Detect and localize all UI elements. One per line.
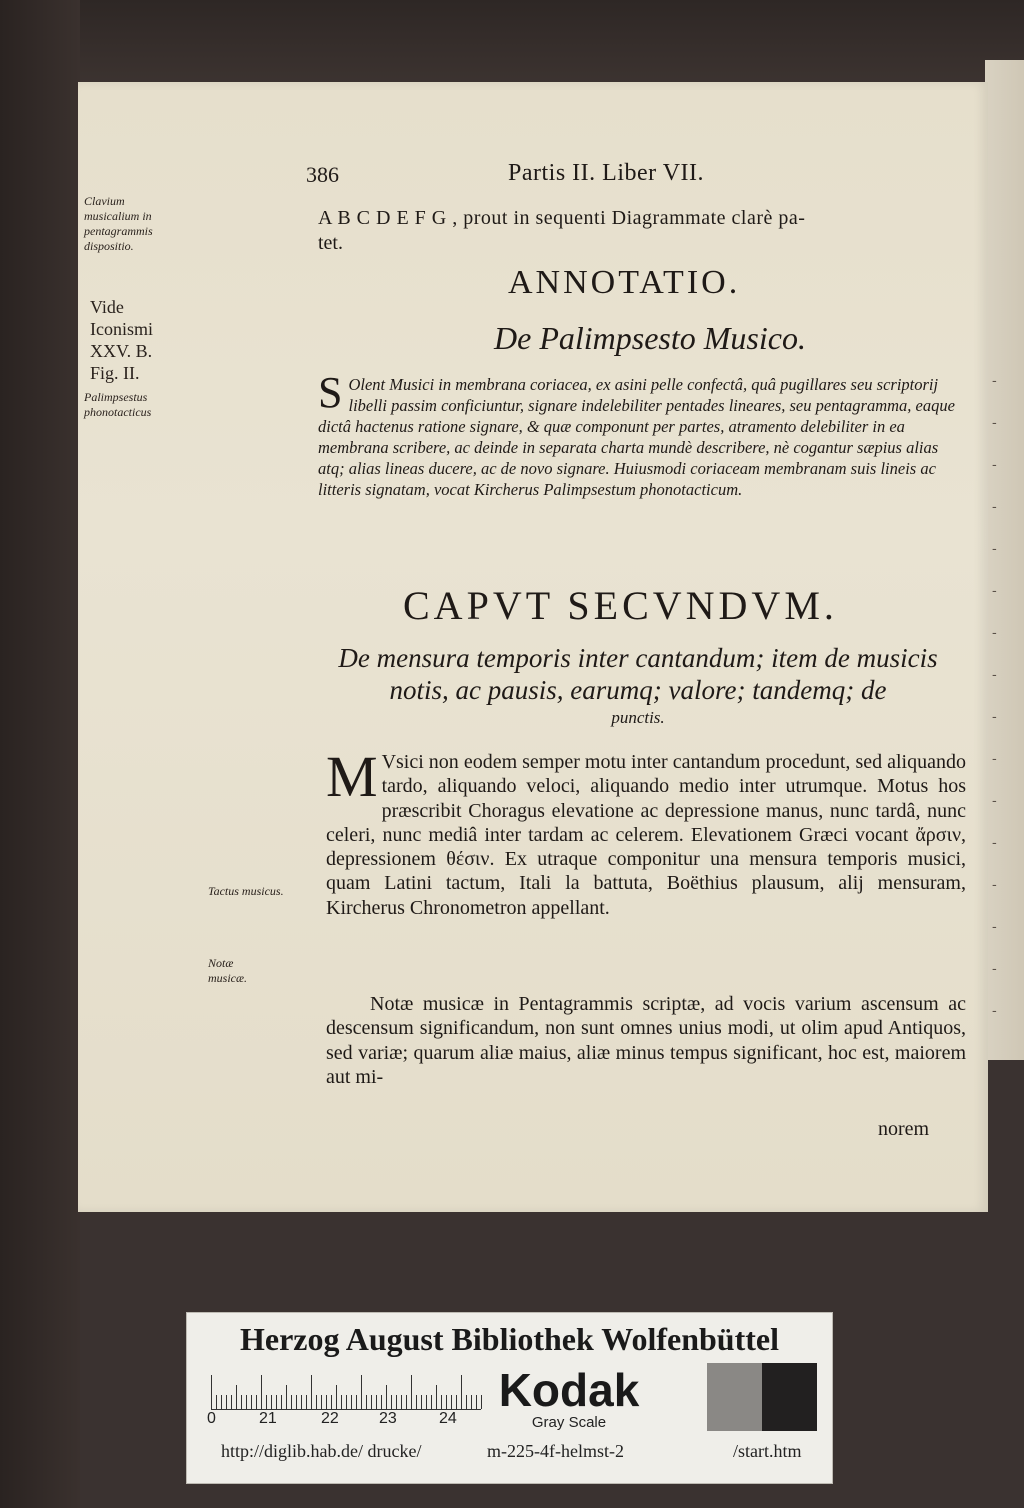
ruler-tick	[426, 1395, 427, 1409]
ruler-tick	[301, 1395, 302, 1409]
gray-swatch-mid	[707, 1363, 762, 1431]
ruler-tick	[381, 1395, 382, 1409]
annotatio-heading: ANNOTATIO.	[508, 264, 741, 301]
ruler-tick	[271, 1395, 272, 1409]
ruler-tick	[236, 1385, 237, 1409]
drop-cap-m: M	[326, 744, 378, 809]
ruler-tick	[401, 1395, 402, 1409]
ruler-tick	[231, 1395, 232, 1409]
ruler-tick	[471, 1395, 472, 1409]
margin-xxv: XXV. B.	[90, 341, 153, 361]
ruler-label: 0	[207, 1410, 216, 1427]
ruler-tick	[266, 1395, 267, 1409]
ruler-tick	[351, 1395, 352, 1409]
chapter-subtitle: De mensura temporis inter cantandum; item de musicis notis, ac pausis, earumq; valore; tandemq; de	[338, 643, 938, 705]
kodak-color-bar	[186, 1312, 833, 1484]
ruler-tick	[376, 1395, 377, 1409]
ruler-tick	[436, 1385, 437, 1409]
margin-note-palimpsestus: Palimpsestus phonotacticus	[84, 390, 152, 419]
ruler-tick	[371, 1395, 372, 1409]
body-paragraph-2: Notæ musicæ in Pentagrammis scriptæ, ad vocis varium ascensum ac descensum significandum, non sunt omnes unius modi, ut olim apud Antiquos, sed variæ; quarum aliæ maius, aliæ minus tempus significant, hoc est, maiorem aut mi-	[326, 993, 966, 1088]
ruler-tick	[276, 1395, 277, 1409]
ruler-tick	[411, 1375, 412, 1409]
ruler-label: 24	[439, 1410, 457, 1427]
kodak-logo: Kodak	[498, 1364, 640, 1416]
ruler-tick	[366, 1395, 367, 1409]
page-number: 386	[306, 162, 339, 187]
ruler-tick	[446, 1395, 447, 1409]
margin-iconismi: Iconismi	[90, 319, 153, 339]
annotatio-subtitle: De Palimpsesto Musico.	[494, 320, 806, 356]
ruler-tick	[331, 1395, 332, 1409]
ruler-tick	[456, 1395, 457, 1409]
gray-swatch-dark	[762, 1363, 817, 1431]
ruler-tick	[221, 1395, 222, 1409]
ruler-tick	[241, 1395, 242, 1409]
margin-note-tactus: Tactus musicus.	[208, 884, 284, 898]
body-paragraph-1	[326, 744, 966, 920]
url-left: http://diglib.hab.de/ drucke/	[221, 1441, 422, 1461]
ruler-tick	[226, 1395, 227, 1409]
ruler-tick	[321, 1395, 322, 1409]
ruler-tick	[406, 1395, 407, 1409]
ruler-tick	[256, 1395, 257, 1409]
ruler-tick	[451, 1395, 452, 1409]
ruler-tick	[261, 1375, 262, 1409]
ruler-tick	[306, 1395, 307, 1409]
url-row	[187, 1441, 832, 1471]
ruler-tick	[466, 1395, 467, 1409]
ruler-tick	[281, 1395, 282, 1409]
chapter-title: CAPVT SECVNDVM.	[403, 583, 838, 628]
ruler-tick	[211, 1375, 212, 1409]
ruler-tick	[341, 1395, 342, 1409]
ruler-tick	[346, 1395, 347, 1409]
ruler-tick	[336, 1385, 337, 1409]
ruler-tick	[296, 1395, 297, 1409]
ruler-tick	[361, 1375, 362, 1409]
ruler-label: 21	[259, 1410, 277, 1427]
scan-background-top	[0, 0, 1024, 90]
book-page	[78, 82, 988, 1212]
margin-note-clavium: Clavium musicalium in pentagrammis dispositio.	[84, 194, 153, 253]
ruler-tick	[246, 1395, 247, 1409]
drop-cap-s: S	[318, 368, 343, 417]
ruler-tick	[421, 1395, 422, 1409]
ruler-tick	[356, 1395, 357, 1409]
ruler-tick	[431, 1395, 432, 1409]
annotatio-paragraph	[318, 368, 958, 500]
ruler-scale	[211, 1367, 481, 1410]
ruler-label: 22	[321, 1410, 339, 1427]
margin-fig: Fig. II.	[90, 363, 140, 383]
ruler-tick	[441, 1395, 442, 1409]
ruler-tick	[326, 1395, 327, 1409]
facing-page-marks: - - - - - - - - - - - - - - - -	[992, 373, 997, 1019]
library-name: Herzog August Bibliothek Wolfenbüttel	[239, 1321, 779, 1357]
ruler-tick	[416, 1395, 417, 1409]
ruler-tick	[251, 1395, 252, 1409]
ruler-tick	[316, 1395, 317, 1409]
chapter-subtitle-end: punctis.	[611, 708, 665, 727]
running-head: Partis II. Liber VII.	[508, 160, 705, 186]
ruler-tick	[311, 1375, 312, 1409]
intro-line-2: tet.	[318, 232, 343, 254]
paragraph-1-text: Vsici non eodem semper motu inter cantandum procedunt, sed aliquando tardo, aliquando veloci, aliquando medio inter utrumque. Motus hos præscribit Choragus elevatione ac depressione manus, nunc tardâ, nunc celeri, nunc mediâ inter tardam ac celerem. Elevationem Græci vocant ἄρσιν, depressionem θέσιν. Ex utraque componitur una mensura temporis musici, quam Latini tactum, Itali la battuta, Boëthius plausum, alij mensuram, Kircherus Chronometron appellant.	[326, 751, 966, 919]
ruler-tick	[481, 1395, 482, 1409]
ruler-numbers	[207, 1410, 501, 1432]
catchword: norem	[878, 1118, 930, 1140]
ruler-tick	[286, 1385, 287, 1409]
scan-background-left	[0, 0, 80, 1508]
intro-line-1: A B C D E F G , prout in sequenti Diagrammate clarè pa-	[318, 207, 806, 229]
ruler-tick	[461, 1375, 462, 1409]
ruler-tick	[386, 1385, 387, 1409]
margin-vide: Vide	[90, 297, 124, 317]
ruler-label: 23	[379, 1410, 397, 1427]
gray-scale-label: Gray Scale	[531, 1414, 607, 1431]
url-right: /start.htm	[733, 1441, 802, 1461]
margin-note-notae: Notæ musicæ.	[208, 956, 247, 985]
ruler-tick	[291, 1395, 292, 1409]
annotatio-text: Olent Musici in membrana coriacea, ex asini pelle confectâ, quâ pugillares seu scriptorij libelli passim conficiuntur, signare indelebiliter pentades lineares, seu pentagramma, eaque dictâ hactenus ratione signare, & quæ componunt per partes, atramento delebiliter in ea membrana scribere, ac deinde in separata charta mundè describere, nè cogantur sæpius alias atq; alias lineas ducere, ac de novo signare. Huiusmodi coriaceam membranam suis lineis ac litteris signatam, vocat Kircherus Palimpsestum phonotacticum.	[318, 375, 955, 499]
ruler-tick	[476, 1395, 477, 1409]
url-middle: m-225-4f-helmst-2	[487, 1441, 624, 1461]
ruler-tick	[216, 1395, 217, 1409]
ruler-tick	[391, 1395, 392, 1409]
ruler-tick	[396, 1395, 397, 1409]
